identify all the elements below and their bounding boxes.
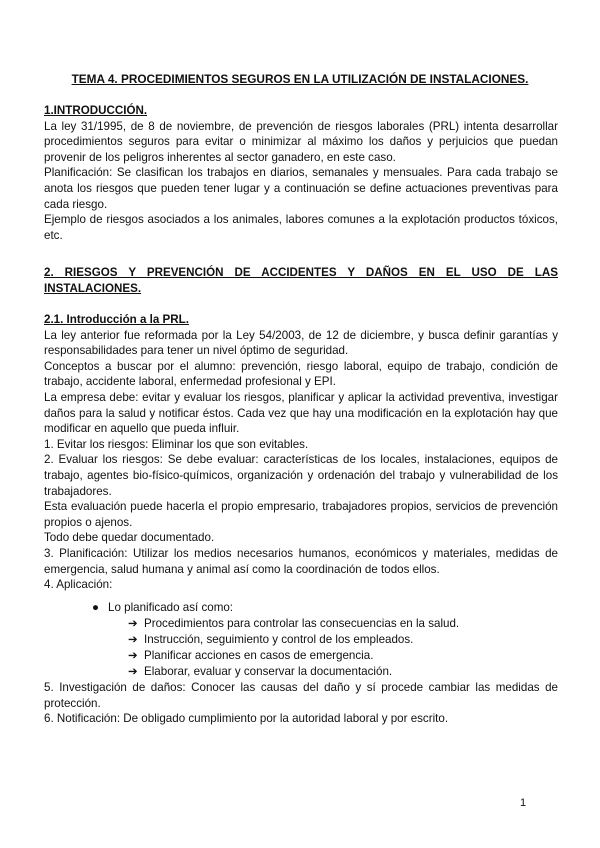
section-introduccion (44, 103, 558, 243)
section-after-list (44, 680, 558, 727)
section-riesgos (44, 265, 558, 296)
paragraph: Ejemplo de riesgos asociados a los animales, labores comunes a la explotación productos tóxicos, etc. (44, 213, 558, 242)
paragraph: Todo debe quedar documentado. (44, 531, 215, 545)
paragraph: Planificación: Se clasifican los trabajos en diarios, semanales y mensuales. Para cada trabajo se anota los riesgos que pueden tener lugar y a continuación se define actuaciones preventivas para cada riesgo. (44, 166, 558, 211)
paragraph: La ley 31/1995, de 8 de noviembre, de prevención de riesgos laborales (PRL) intenta desarrollar procedimientos seguros para evitar o minimizar al máximo los daños y perjuicios que puedan provenir de los peligros inherentes al sector ganadero, en este caso. (44, 119, 558, 164)
paragraph: 4. Aplicación: (44, 578, 113, 592)
section-heading: 1.INTRODUCCIÓN. (44, 104, 148, 117)
arrow-right-icon: ➔ (128, 617, 138, 630)
paragraph: 3. Planificación: Utilizar los medios necesarios humanos, económicos y materiales, medidas de emergencia, salud humana y animal así como la coordinación de todos ellos. (44, 546, 558, 576)
arrow-item (128, 632, 413, 648)
paragraph: 2. Evaluar los riesgos: Se debe evaluar: características de los locales, instalaciones, equipos de trabajo, agentes bio-físico-químicos, organización y ordenación del trabajo y vulnerabilidad de los trabajadores. (44, 453, 558, 498)
arrow-item (128, 616, 459, 632)
bullet-icon: ● (92, 601, 100, 614)
arrow-item-text: Instrucción, seguimiento y control de los empleados. (144, 633, 414, 646)
arrow-right-icon: ➔ (128, 633, 138, 646)
arrow-item-text: Elaborar, evaluar y conservar la documentación. (144, 665, 393, 678)
paragraph: 5. Investigación de daños: Conocer las causas del daño y sí procede cambiar las medidas de protección. (44, 681, 558, 710)
section-heading: 2. RIESGOS Y PREVENCIÓN DE ACCIDENTES Y DAÑOS EN EL USO DE LAS INSTALACIONES. (44, 266, 558, 295)
arrow-item (128, 664, 392, 680)
arrow-item (128, 648, 373, 664)
subsection-heading: 2.1. Introducción a la PRL. (44, 313, 189, 326)
arrow-item-text: Planificar acciones en casos de emergencia. (144, 649, 374, 662)
arrow-right-icon: ➔ (128, 649, 138, 662)
paragraph: La ley anterior fue reformada por la Ley 54/2003, de 12 de diciembre, y busca definir garantías y responsabilidades para tener un nivel óptimo de seguridad. (44, 328, 558, 358)
arrow-right-icon: ➔ (128, 665, 138, 678)
bullet-item (92, 600, 233, 616)
document-title: TEMA 4. PROCEDIMIENTOS SEGUROS EN LA UTILIZACIÓN DE INSTALACIONES. (71, 72, 529, 86)
bullet-text: Lo planificado así como: (108, 601, 234, 614)
paragraph: Esta evaluación puede hacerla el propio empresario, trabajadores propios, servicios de prevención propios o ajenos. (44, 500, 558, 529)
page-number: 1 (520, 797, 527, 809)
section-introduccion-prl (44, 312, 558, 593)
arrow-item-text: Procedimientos para controlar las consecuencias en la salud. (144, 617, 460, 630)
paragraph: La empresa debe: evitar y evaluar los riesgos, planificar y aplicar la actividad preventiva, investigar daños para la salud y notificar éstos. Cada vez que hay una modificación en la explotación hay que modificar en aquello que pueda influir. (44, 390, 558, 436)
paragraph: Conceptos a buscar por el alumno: prevención, riesgo laboral, equipo de trabajo, condición de trabajo, accidente laboral, enfermedad profesional y EPI. (44, 359, 558, 389)
paragraph: 1. Evitar los riesgos: Eliminar los que son evitables. (44, 437, 309, 451)
paragraph: 6. Notificación: De obligado cumplimiento por la autoridad laboral y por escrito. (44, 712, 449, 726)
